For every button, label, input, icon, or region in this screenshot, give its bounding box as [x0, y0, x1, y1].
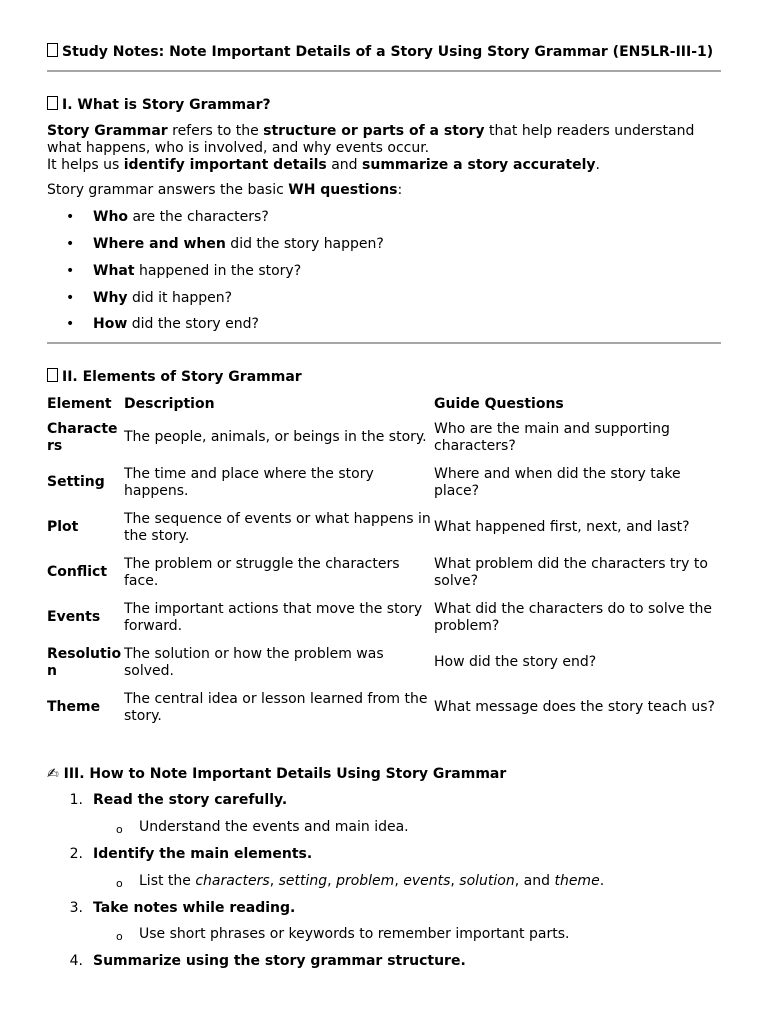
step-title: Read the story carefully.: [93, 792, 288, 808]
column-header: Guide Questions: [434, 395, 564, 412]
list-item: Where and when did the story happen?: [93, 236, 384, 252]
document-page: Study Notes: Note Important Details of a Story Using Story Grammar (EN5LR-III-1) I. What is Story Grammar? Story Grammar refers to the structure or parts of a story that help readers understand what happens, who is involved, and why events occur. It helps us identify important details and summarize a story accurately. Story grammar answers the basic WH questions: • Who are the characters? • Where and when did the story happen? • What happened in the story? • Why did it happen? • How did the story end? II. Elements of Story Grammar Element Description Guide Questions Characters The people, animals, or beings in the story. Who are the main and supporting characters? Setting The time and place where the story happens. Where and when did the story take place? Plot The sequence of events or what happens in the story. What happened first, next, and last? Conflict The problem or struggle the characters face. What problem did the characters try to solve? Events The important actions that move the story forward. What did the characters do to solve the problem? Resolution The solution or how the problem was solved. How did the story end? Theme The central idea or lesson learned from the story. What message does the story teach us? ✍ III. How to Note Important Details Using Story Grammar 1. Read the story carefully. o Understand the events and main idea. 2. Identify the main elements. o List the characters, setting, problem, events, solution, and theme. 3. Take notes while reading. o Use short phrases or keywords to remember important parts. 4. Summarize using the story grammar structure.: [0, 0, 768, 1024]
step-title: Identify the main elements.: [93, 846, 313, 862]
table-header-row: [47, 393, 723, 415]
step-number: 1.: [69, 792, 83, 808]
element-cell: Theme: [47, 699, 101, 715]
step-number: 2.: [69, 846, 83, 862]
divider: [47, 342, 721, 344]
guide-question-cell: What happened first, next, and last?: [434, 519, 690, 535]
table-row: [47, 595, 723, 640]
element-cell: Events: [47, 609, 101, 625]
book-icon: [47, 96, 58, 110]
step-title: Summarize using the story grammar structure.: [93, 953, 466, 969]
note-icon: [47, 43, 58, 57]
step-detail: Use short phrases or keywords to remember important parts.: [139, 926, 570, 942]
description-cell: The central idea or lesson learned from the story.: [124, 690, 428, 724]
column-header: Element: [47, 395, 112, 412]
column-header: Description: [124, 395, 215, 412]
guide-question-cell: What problem did the characters try to solve?: [434, 555, 708, 589]
element-cell: Conflict: [47, 564, 108, 580]
step-detail: List the characters, setting, problem, events, solution, and theme.: [139, 873, 605, 889]
page-title: Study Notes: Note Important Details of a Story Using Story Grammar (EN5LR-III-1): [47, 43, 713, 61]
guide-question-cell: Who are the main and supporting characters?: [434, 420, 670, 454]
element-cell: Plot: [47, 519, 79, 535]
table-row: [47, 685, 723, 730]
table-row: [47, 550, 723, 595]
list-item: Who are the characters?: [93, 209, 269, 225]
description-cell: The solution or how the problem was solved.: [124, 645, 384, 679]
step-detail: Understand the events and main idea.: [139, 819, 409, 835]
wh-questions-intro: Story grammar answers the basic WH questions:: [47, 182, 403, 198]
elements-table: [47, 393, 723, 730]
element-cell: Characters: [47, 420, 118, 454]
writing-hand-icon: ✍: [47, 766, 59, 782]
table-row: [47, 640, 723, 685]
section-2-heading: II. Elements of Story Grammar: [47, 368, 302, 386]
step-title: Take notes while reading.: [93, 900, 296, 916]
definition-paragraph: Story Grammar refers to the structure or parts of a story that help readers understand what happens, who is involved, and why events occur. It helps us identify important details and summarize a story accurately.: [47, 123, 695, 173]
guide-question-cell: What did the characters do to solve the problem?: [434, 600, 713, 634]
description-cell: The sequence of events or what happens in the story.: [124, 510, 431, 544]
puzzle-icon: [47, 368, 58, 382]
step-number: 4.: [69, 953, 83, 969]
guide-question-cell: What message does the story teach us?: [434, 699, 715, 715]
element-cell: Setting: [47, 474, 105, 490]
description-cell: The important actions that move the story forward.: [124, 600, 423, 634]
description-cell: The people, animals, or beings in the story.: [124, 429, 427, 445]
list-item: Why did it happen?: [93, 290, 233, 306]
table-row: [47, 505, 723, 550]
section-3-heading: ✍ III. How to Note Important Details Using Story Grammar: [47, 766, 507, 782]
divider: [47, 70, 721, 72]
step-number: 3.: [69, 900, 83, 916]
description-cell: The problem or struggle the characters face.: [124, 555, 400, 589]
element-cell: Resolution: [47, 645, 122, 679]
guide-question-cell: Where and when did the story take place?: [434, 465, 681, 499]
list-item: How did the story end?: [93, 316, 259, 332]
table-row: [47, 415, 723, 460]
description-cell: The time and place where the story happens.: [124, 465, 374, 499]
section-1-heading: I. What is Story Grammar?: [47, 96, 271, 114]
table-row: [47, 460, 723, 505]
list-item: What happened in the story?: [93, 263, 302, 279]
guide-question-cell: How did the story end?: [434, 654, 597, 670]
